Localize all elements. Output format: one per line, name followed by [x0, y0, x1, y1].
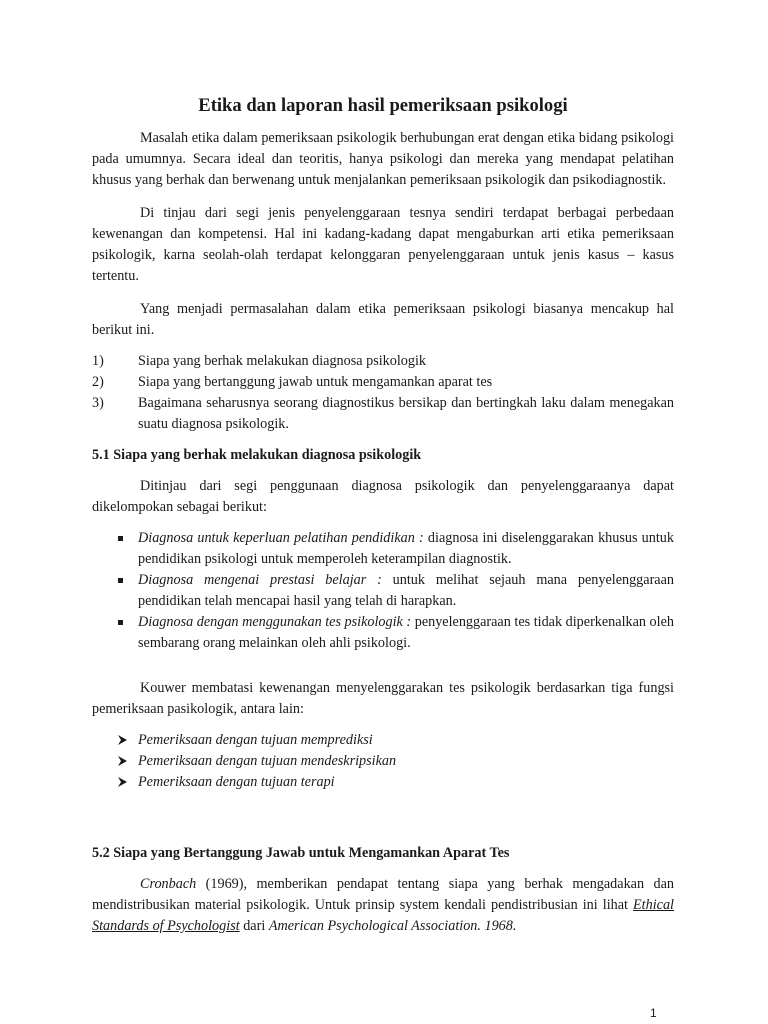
list-item — [92, 393, 674, 435]
bullet-term: Diagnosa mengenai prestasi belajar : — [138, 572, 382, 588]
paragraph-permasalahan: Yang menjadi permasalahan dalam etika pemeriksaan psikologi biasanya mencakup hal berikut ini. — [92, 301, 674, 338]
square-bullet-icon — [118, 620, 123, 625]
author-name: Cronbach — [140, 876, 197, 892]
list-item — [92, 372, 674, 393]
spacer — [92, 654, 674, 678]
arrow-item-text: Pemeriksaan dengan tujuan memprediksi — [138, 732, 373, 748]
list-text: Bagaimana seharusnya seorang diagnostikus bersikap dan bertingkah laku dalam menegakan suatu diagnosa psikologik. — [138, 395, 674, 432]
bullet-term: Diagnosa untuk keperluan pelatihan pendidikan : — [138, 530, 424, 546]
document-title: Etika dan laporan hasil pemeriksaan psikologi — [198, 95, 568, 116]
bullet-list — [92, 528, 674, 654]
bullet-term: Diagnosa dengan menggunakan tes psikologik : — [138, 614, 412, 630]
list-item — [92, 751, 674, 772]
list-number: 3) — [92, 395, 104, 411]
arrow-list — [92, 730, 674, 793]
bullet-desc: diagnosa ini diselenggarakan khusus untuk pendidikan psikologi untuk memperoleh keterampilan diagnostik. — [138, 530, 674, 567]
arrow-item-text: Pemeriksaan dengan tujuan mendeskripsikan — [138, 753, 397, 769]
list-item — [92, 772, 674, 793]
page-number: 1 — [650, 1006, 657, 1020]
bullet-desc: penyelenggaraan tes tidak diperkenalkan oleh sembarang orang melainkan oleh ahli psikologi. — [138, 614, 674, 651]
list-text: Siapa yang berhak melakukan diagnosa psikologik — [138, 353, 427, 369]
paragraph-intro: Masalah etika dalam pemeriksaan psikologik berhubungan erat dengan etika bidang psikologi pada umumnya. Secara ideal dan teoritis, hanya psikologi dan mereka yang mendapat pelatihan khusus yang berhak dan berwenang untuk menjalankan pemeriksaan psikologik dan psikodiagnostik. — [92, 130, 674, 188]
source-text: American Psychological Association. 1968. — [268, 918, 517, 934]
arrow-item-text: Pemeriksaan dengan tujuan terapi — [138, 774, 335, 790]
arrow-bullet-icon — [117, 776, 129, 788]
square-bullet-icon — [118, 536, 123, 541]
cronbach-text: (1969), memberikan pendapat tentang siapa yang berhak mengadakan dan mendistribusikan material psikologik. Untuk prinsip system kendali pendistribusian ini lihat — [92, 876, 674, 913]
ethical-standards-link[interactable]: Ethical Standards of Psychologist — [92, 897, 674, 934]
paragraph-jenis: Di tinjau dari segi jenis penyelenggaraan tesnya sendiri terdapat berbagai perbedaan kewenangan dan kompetensi. Hal ini kadang-kadang dapat mengaburkan arti etika pemeriksaan psikologik, karna seolah-olah terdapat kelonggaran penyelenggaraan untuk jenis kasus – kasus tertentu. — [92, 205, 674, 284]
square-bullet-icon — [118, 578, 123, 583]
list-item — [92, 730, 674, 751]
document-page — [92, 94, 674, 949]
spacer — [92, 793, 674, 837]
list-item — [92, 351, 674, 372]
list-item — [92, 570, 674, 612]
paragraph-ditinjau: Ditinjau dari segi penggunaan diagnosa psikologik dan penyelenggaraanya dapat dikelompokan sebagai berikut: — [92, 478, 674, 515]
list-item — [92, 612, 674, 654]
dari-text: dari — [239, 918, 269, 934]
bullet-desc: untuk melihat sejauh mana penyelenggaraan pendidikan telah mencapai hasil yang telah di harapkan. — [138, 572, 674, 609]
arrow-bullet-icon — [117, 734, 129, 746]
list-number: 2) — [92, 374, 104, 390]
paragraph-cronbach — [92, 874, 674, 937]
section-heading-5-1: 5.1 Siapa yang berhak melakukan diagnosa psikologik — [92, 447, 422, 463]
numbered-list — [92, 351, 674, 435]
list-number: 1) — [92, 353, 104, 369]
arrow-bullet-icon — [117, 755, 129, 767]
list-item — [92, 528, 674, 570]
list-text: Siapa yang bertanggung jawab untuk mengamankan aparat tes — [138, 374, 493, 390]
section-heading-5-2: 5.2 Siapa yang Bertanggung Jawab untuk Mengamankan Aparat Tes — [92, 845, 510, 861]
paragraph-kouwer: Kouwer membatasi kewenangan menyelenggarakan tes psikologik berdasarkan tiga fungsi pemeriksaan pasikologik, antara lain: — [92, 680, 674, 717]
